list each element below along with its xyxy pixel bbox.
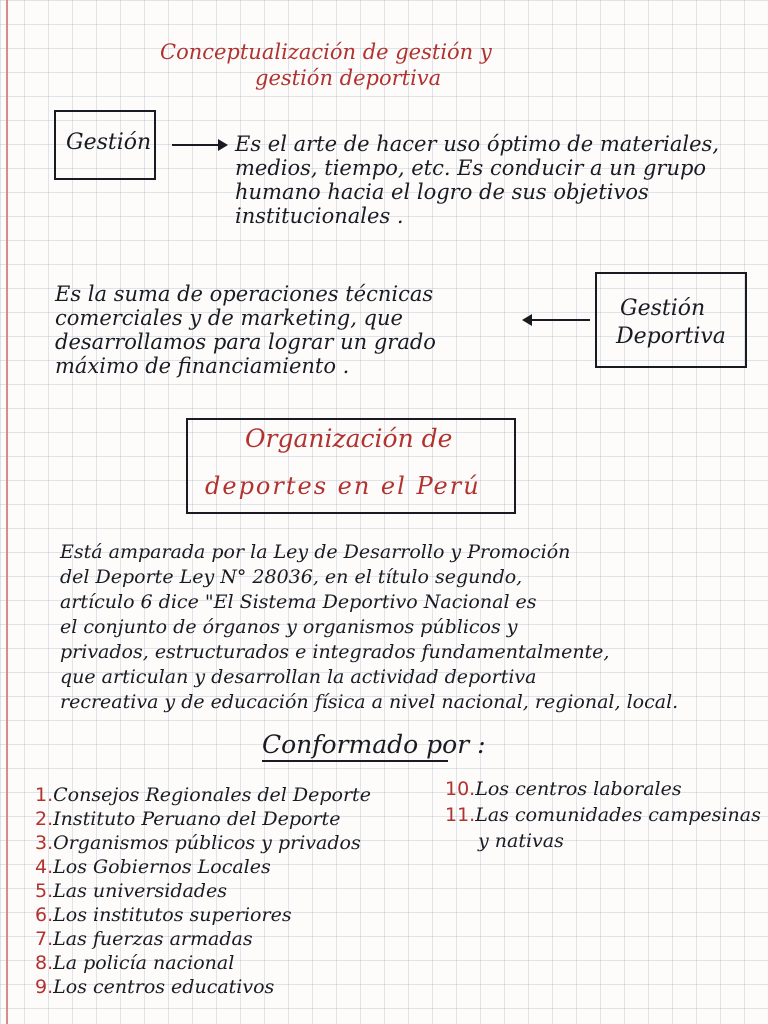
list-item: 2.Instituto Peruano del Deporte	[35, 808, 341, 830]
list-item: 8.La policía nacional	[35, 952, 235, 974]
gestion-deportiva-label-1: Gestión	[620, 296, 706, 321]
list-item-continuation: y nativas	[478, 830, 564, 852]
gestion-deportiva-def-line: Es la suma de operaciones técnicas	[55, 282, 434, 306]
list-item: 11.Las comunidades campesinas	[445, 804, 761, 826]
organizacion-title-1: Organización de	[245, 424, 453, 453]
gestion-deportiva-label-2: Deportiva	[616, 324, 726, 349]
ley-line: del Deporte Ley N° 28036, en el título segundo,	[60, 566, 523, 588]
list-item: 10.Los centros laborales	[445, 778, 682, 800]
gestion-label: Gestión	[66, 130, 152, 155]
ley-line: que articulan y desarrollan la actividad deportiva	[60, 666, 537, 688]
gestion-def-line: Es el arte de hacer uso óptimo de materiales,	[235, 132, 720, 156]
conformado-underline	[262, 760, 448, 762]
gestion-def-line: institucionales .	[235, 204, 404, 228]
list-item: 4.Los Gobiernos Locales	[35, 856, 271, 878]
gestion-deportiva-def-line: máximo de financiamiento .	[55, 354, 350, 378]
ley-line: recreativa y de educación física a nivel nacional, regional, local.	[60, 691, 679, 713]
list-item: 1.Consejos Regionales del Deporte	[35, 784, 371, 806]
arrow-left-icon	[520, 310, 592, 330]
list-item: 6.Los institutos superiores	[35, 904, 292, 926]
ley-line: artículo 6 dice "El Sistema Deportivo Nacional es	[60, 591, 537, 613]
gestion-deportiva-def-line: desarrollamos para lograr un grado	[55, 330, 436, 354]
notebook-margin-line	[6, 0, 8, 1024]
arrow-right-icon	[170, 135, 230, 155]
gestion-definition	[235, 132, 719, 228]
conformado-heading: Conformado por :	[262, 730, 486, 759]
title-line-2: gestión deportiva	[255, 66, 442, 90]
ley-line: el conjunto de órganos y organismos públicos y	[60, 616, 518, 638]
gestion-deportiva-def-line: comerciales y de marketing, que	[55, 306, 403, 330]
gestion-def-line: medios, tiempo, etc. Es conducir a un grupo	[235, 156, 707, 180]
title-line-1: Conceptualización de gestión y	[160, 40, 492, 64]
list-item: 5.Las universidades	[35, 880, 227, 902]
gestion-def-line: humano hacia el logro de sus objetivos	[235, 180, 649, 204]
ley-paragraph	[60, 540, 678, 715]
list-item: 7.Las fuerzas armadas	[35, 928, 253, 950]
ley-line: privados, estructurados e integrados fundamentalmente,	[60, 641, 610, 663]
ley-line: Está amparada por la Ley de Desarrollo y Promoción	[60, 541, 571, 563]
list-item: 9.Los centros educativos	[35, 976, 275, 998]
gestion-deportiva-definition	[55, 282, 436, 378]
organizacion-title-2: deportes en el Perú	[205, 472, 481, 500]
list-item: 3.Organismos públicos y privados	[35, 832, 361, 854]
